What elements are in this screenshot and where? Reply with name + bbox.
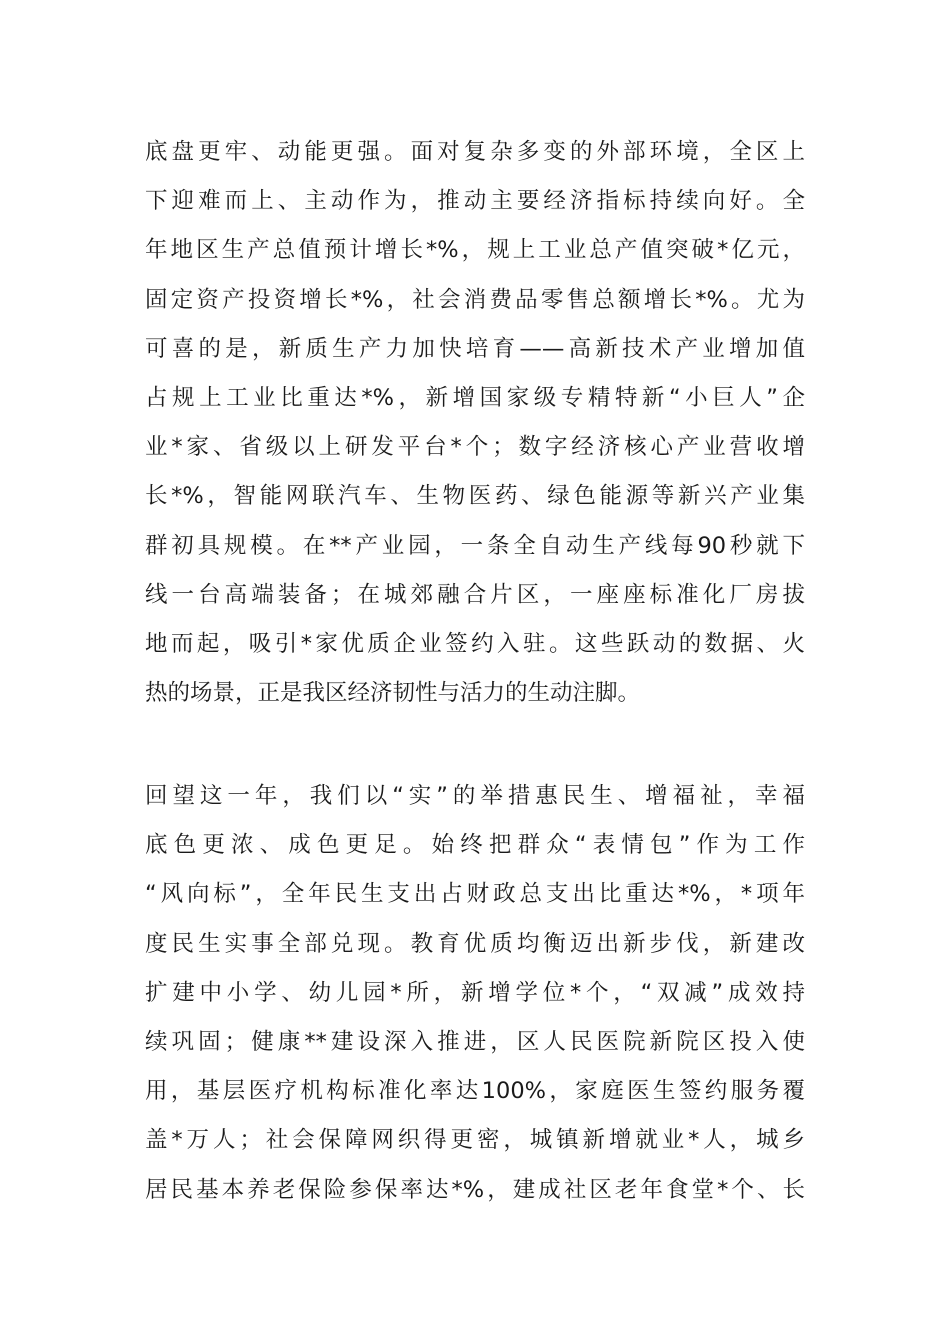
text-line: 扩建中小学、幼儿园*所，新增学位*个，“双减”成效持 xyxy=(145,979,805,1006)
text-line: 续巩固；健康**建设深入推进，区人民医院新院区投入使 xyxy=(145,1028,805,1055)
text-line: 居民基本养老保险参保率达*%，建成社区老年食堂*个、长 xyxy=(145,1176,805,1203)
paragraph-economy xyxy=(145,128,805,718)
text-line: 可喜的是，新质生产力加快培育——高新技术产业增加值 xyxy=(145,335,805,362)
text-line: 下迎难而上、主动作为，推动主要经济指标持续向好。全 xyxy=(145,188,805,215)
text-line: 盖*万人；社会保障网织得更密，城镇新增就业*人，城乡 xyxy=(145,1127,805,1154)
text-line: 群初具规模。在**产业园，一条全自动生产线每90秒就下 xyxy=(145,532,805,559)
text-line: 底盘更牢、动能更强。面对复杂多变的外部环境，全区上 xyxy=(145,139,805,165)
text-line: 热的场景，正是我区经济韧性与活力的生动注脚。 xyxy=(145,680,641,707)
text-line: 底色更浓、成色更足。始终把群众“表情包”作为工作 xyxy=(145,832,805,859)
text-line: 年地区生产总值预计增长*%，规上工业总产值突破*亿元， xyxy=(145,237,805,264)
text-line: 回望这一年，我们以“实”的举措惠民生、增福祉，幸福 xyxy=(145,783,805,809)
text-line: 固定资产投资增长*%，社会消费品零售总额增长*%。尤为 xyxy=(145,286,805,313)
text-line: 长*%，智能网联汽车、生物医药、绿色能源等新兴产业集 xyxy=(145,483,805,510)
text-line: 地而起，吸引*家优质企业签约入驻。这些跃动的数据、火 xyxy=(145,630,805,657)
text-line: 占规上工业比重达*%，新增国家级专精特新“小巨人”企 xyxy=(145,384,805,411)
text-line: 用，基层医疗机构标准化率达100%，家庭医生签约服务覆 xyxy=(145,1078,805,1105)
paragraph-livelihood xyxy=(145,772,805,1215)
text-line: 度民生实事全部兑现。教育优质均衡迈出新步伐，新建改 xyxy=(145,930,805,957)
text-line: 线一台高端装备；在城郊融合片区，一座座标准化厂房拔 xyxy=(145,581,805,608)
text-line: 业*家、省级以上研发平台*个；数字经济核心产业营收增 xyxy=(145,434,805,461)
text-line: “风向标”，全年民生支出占财政总支出比重达*%，*项年 xyxy=(145,881,805,908)
